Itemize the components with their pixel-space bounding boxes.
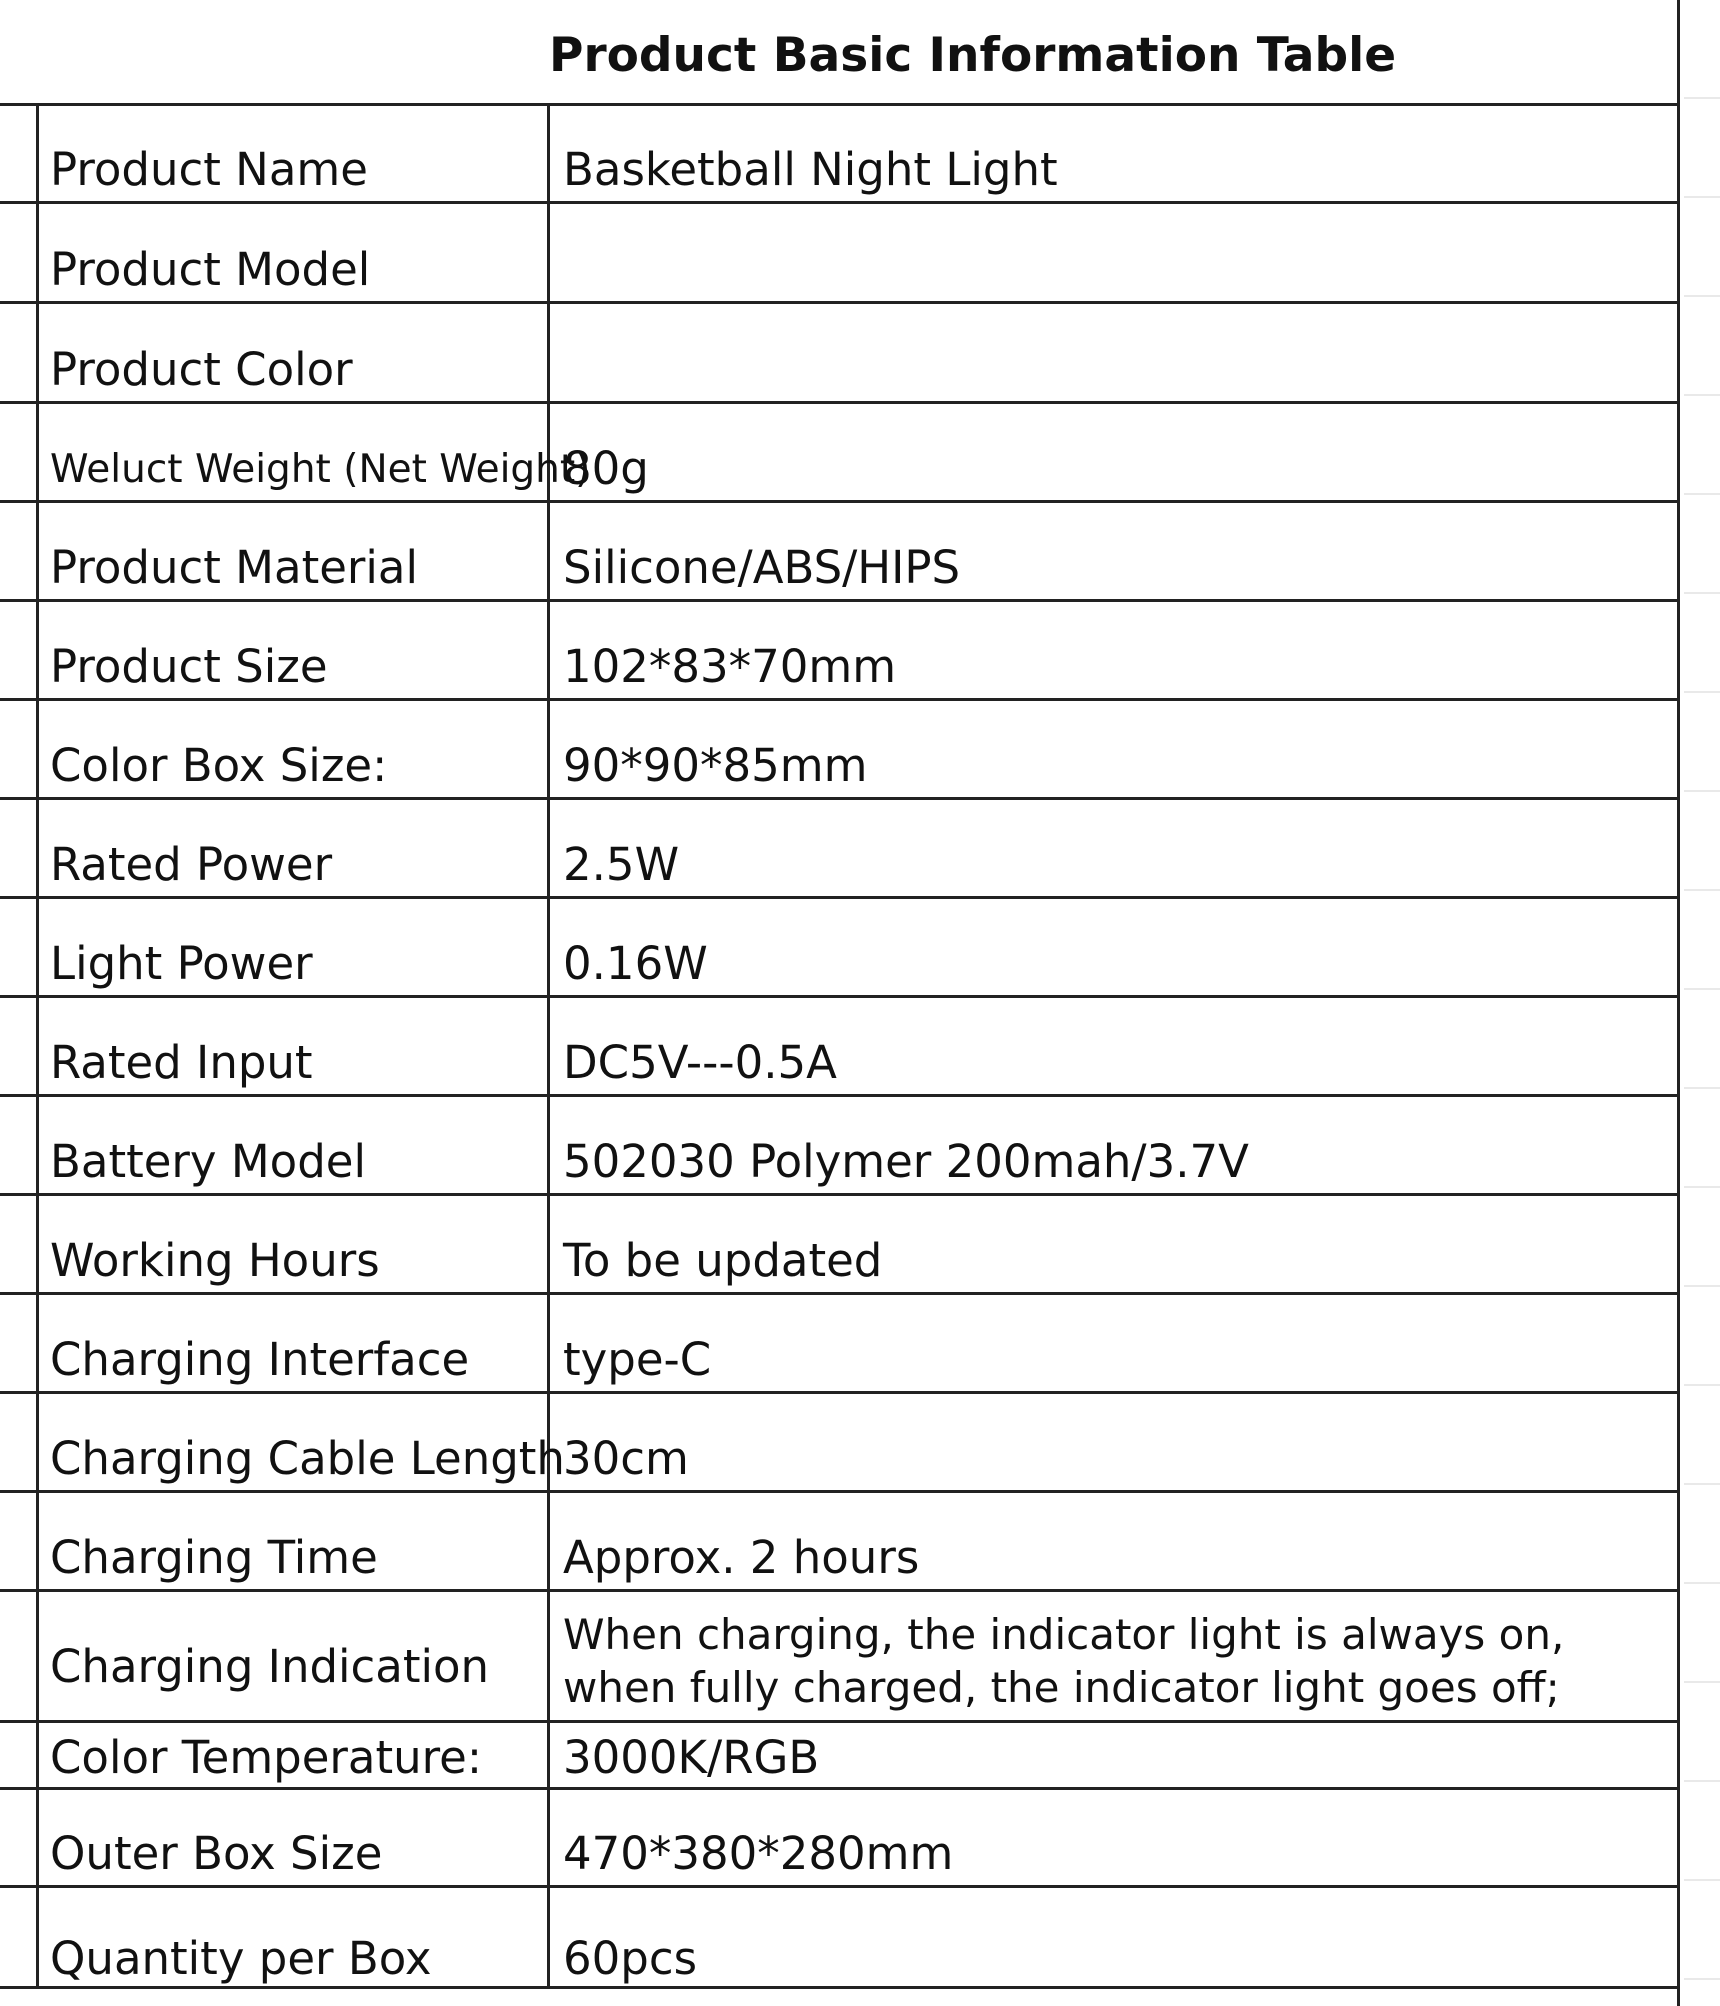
row-label: Product Color bbox=[50, 343, 353, 396]
row-label: Color Temperature: bbox=[50, 1731, 483, 1784]
row-label: Weluct Weight (Net Weight) bbox=[50, 447, 591, 493]
table-row bbox=[0, 106, 1680, 204]
row-value: 0.16W bbox=[563, 937, 708, 990]
row-label: Charging Cable Length bbox=[50, 1432, 565, 1485]
row-label: Working Hours bbox=[50, 1234, 380, 1287]
row-value: 102*83*70mm bbox=[563, 640, 897, 693]
table-row bbox=[0, 602, 1680, 701]
row-value: 30cm bbox=[563, 1432, 689, 1485]
table-row bbox=[0, 1097, 1680, 1196]
table-row bbox=[0, 1196, 1680, 1295]
row-label: Light Power bbox=[50, 937, 313, 990]
row-value: 90*90*85mm bbox=[563, 739, 868, 792]
table-bottom-border bbox=[0, 1986, 1680, 1989]
row-value: 502030 Polymer 200mah/3.7V bbox=[563, 1135, 1249, 1188]
table-row bbox=[0, 1723, 1680, 1790]
row-label: Battery Model bbox=[50, 1135, 366, 1188]
row-label: Color Box Size: bbox=[50, 739, 388, 792]
row-label: Charging Indication bbox=[50, 1640, 490, 1693]
table-row bbox=[0, 503, 1680, 602]
row-value: To be updated bbox=[563, 1234, 883, 1287]
table-row bbox=[0, 1493, 1680, 1592]
row-value: Basketball Night Light bbox=[563, 143, 1058, 196]
table-row bbox=[0, 1592, 1680, 1723]
table-row bbox=[0, 204, 1680, 304]
row-value: When charging, the indicator light is always on, when fully charged, the indicator light goes off; bbox=[563, 1610, 1565, 1712]
row-value: 470*380*280mm bbox=[563, 1827, 954, 1880]
row-label: Rated Power bbox=[50, 838, 333, 891]
row-value: Silicone/ABS/HIPS bbox=[563, 541, 961, 594]
table-row bbox=[0, 701, 1680, 800]
table-row bbox=[0, 800, 1680, 899]
row-label: Charging Time bbox=[50, 1531, 378, 1584]
paper-rule-lines bbox=[1684, 0, 1720, 2006]
row-label: Product Material bbox=[50, 541, 418, 594]
table-row bbox=[0, 404, 1680, 503]
table-row bbox=[0, 1394, 1680, 1493]
row-label: Outer Box Size bbox=[50, 1827, 383, 1880]
row-label: Rated Input bbox=[50, 1036, 313, 1089]
row-label: Charging Interface bbox=[50, 1333, 470, 1386]
table-row bbox=[0, 1790, 1680, 1888]
row-label: Product Size bbox=[50, 640, 328, 693]
row-value: 60pcs bbox=[563, 1932, 698, 1985]
table-row bbox=[0, 998, 1680, 1097]
row-value: DC5V---0.5A bbox=[563, 1036, 837, 1089]
row-label: Product Name bbox=[50, 143, 368, 196]
row-value: 80g bbox=[563, 442, 649, 495]
table-row bbox=[0, 1295, 1680, 1394]
row-value: 3000K/RGB bbox=[563, 1731, 820, 1784]
info-table bbox=[0, 106, 1680, 1990]
row-label: Product Model bbox=[50, 243, 371, 296]
table-row bbox=[0, 899, 1680, 998]
row-label: Quantity per Box bbox=[50, 1932, 432, 1985]
row-value: 2.5W bbox=[563, 838, 680, 891]
table-row bbox=[0, 304, 1680, 404]
table-row bbox=[0, 1888, 1680, 1990]
row-value: Approx. 2 hours bbox=[563, 1531, 920, 1584]
table-title: Product Basic Information Table bbox=[549, 28, 1397, 83]
row-value: type-C bbox=[563, 1333, 712, 1386]
